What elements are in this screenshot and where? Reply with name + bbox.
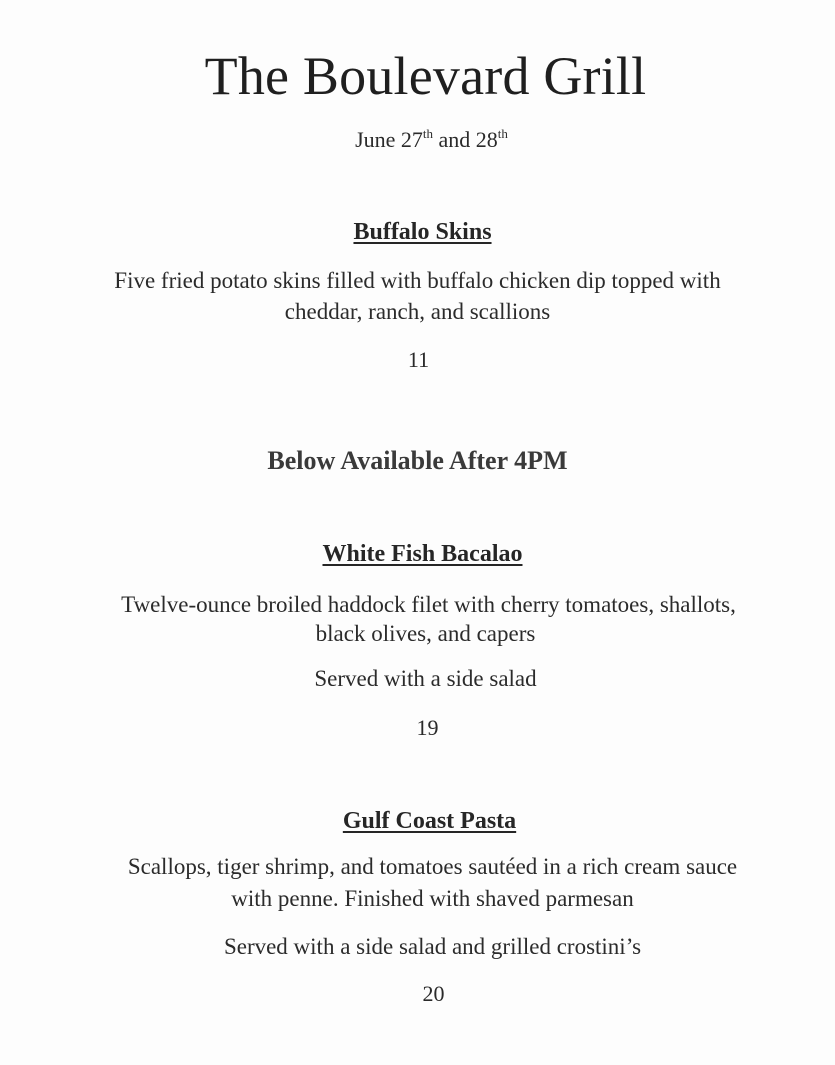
dish-description-line: black olives, and capers: [315, 621, 536, 646]
dish-served-with: Served with a side salad: [314, 666, 537, 691]
dish-price: 20: [422, 981, 445, 1006]
dish-description-line: Scallops, tiger shrimp, and tomatoes sautéed in a rich cream sauce: [127, 854, 738, 879]
dish-price: 11: [407, 347, 430, 372]
dish-name-buffalo-skins: Buffalo Skins: [353, 219, 492, 245]
dish-description-line: with penne. Finished with shaved parmesan: [231, 886, 634, 911]
dish-name-white-fish-bacalao: White Fish Bacalao: [322, 541, 523, 567]
date-suffix-1: th: [422, 126, 434, 141]
restaurant-title: The Boulevard Grill: [204, 46, 647, 106]
date-month: June: [355, 127, 396, 152]
dish-description-line: Five fried potato skins filled with buffalo chicken dip topped with: [114, 268, 721, 293]
date-day-2: 28: [475, 127, 498, 152]
availability-notice: Below Available After 4PM: [267, 446, 568, 475]
dish-name-gulf-coast-pasta: Gulf Coast Pasta: [342, 808, 517, 834]
menu-date: [0, 125, 835, 155]
dish-description-line: Twelve-ounce broiled haddock filet with cherry tomatoes, shallots,: [121, 592, 736, 617]
date-day-1: 27: [400, 127, 423, 152]
date-suffix-2: th: [497, 126, 508, 141]
dish-price: 19: [416, 715, 439, 740]
dish-served-with: Served with a side salad and grilled crostini’s: [223, 934, 642, 959]
dish-description-line: cheddar, ranch, and scallions: [284, 299, 551, 324]
date-joiner: and: [438, 127, 471, 152]
